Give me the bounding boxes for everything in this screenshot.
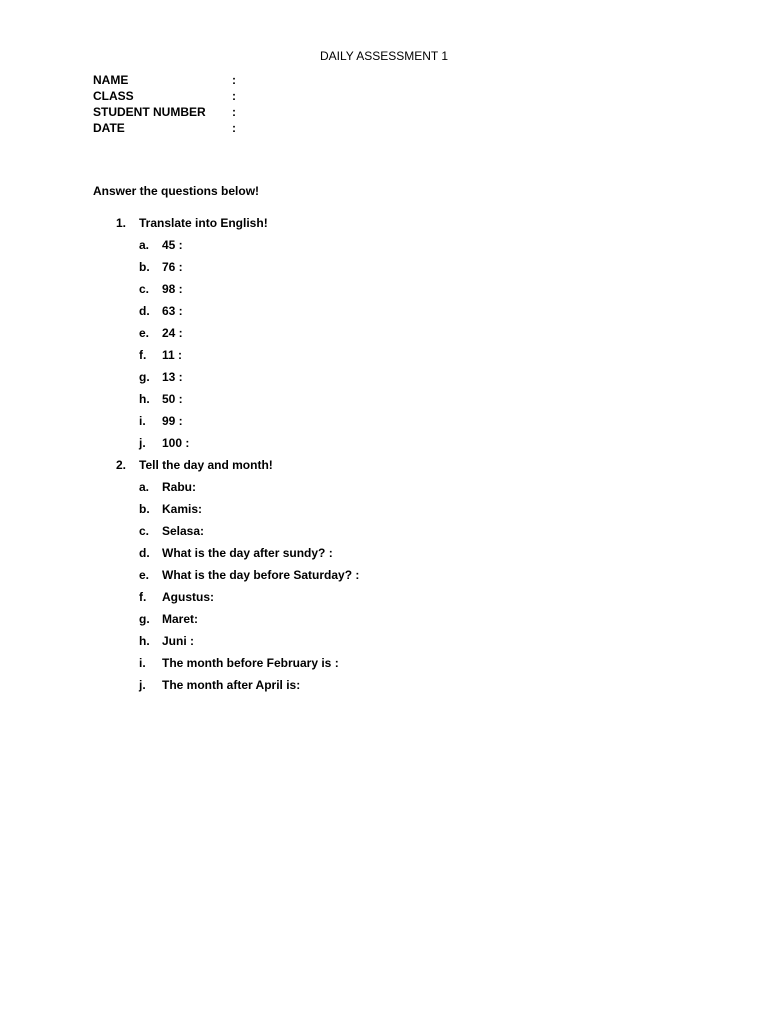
item-text: 50 : <box>162 392 183 406</box>
item-letter: b. <box>139 260 150 274</box>
info-colon: : <box>232 121 236 135</box>
list-item <box>0 655 768 671</box>
item-text: Kamis: <box>162 502 203 516</box>
item-text: Agustus: <box>162 590 214 604</box>
item-letter: j. <box>139 678 146 692</box>
item-letter: f. <box>139 348 147 362</box>
item-text: The month before February is : <box>162 656 339 670</box>
item-letter: d. <box>139 546 150 560</box>
item-text: 99 : <box>162 414 183 428</box>
list-item <box>0 523 768 539</box>
list-item <box>0 479 768 495</box>
list-item <box>0 501 768 517</box>
item-text: 45 : <box>162 238 183 252</box>
list-item <box>0 633 768 649</box>
list-item <box>0 325 768 341</box>
item-text: Rabu: <box>162 480 196 494</box>
item-letter: a. <box>139 238 150 252</box>
question-number: 1. <box>116 216 127 230</box>
list-item <box>0 303 768 319</box>
item-letter: b. <box>139 502 150 516</box>
list-item <box>0 369 768 385</box>
page-title: DAILY ASSESSMENT 1 <box>319 49 449 63</box>
list-item <box>0 611 768 627</box>
item-letter: h. <box>139 634 150 648</box>
item-letter: e. <box>139 568 150 582</box>
info-label: STUDENT NUMBER <box>93 105 206 119</box>
info-label: DATE <box>93 121 125 135</box>
list-item <box>0 567 768 583</box>
item-letter: i. <box>139 414 146 428</box>
info-row-student-number <box>93 104 393 120</box>
item-text: 63 : <box>162 304 183 318</box>
item-letter: h. <box>139 392 150 406</box>
list-item <box>0 347 768 363</box>
item-letter: j. <box>139 436 146 450</box>
info-colon: : <box>232 73 236 87</box>
item-letter: f. <box>139 590 147 604</box>
list-item <box>0 281 768 297</box>
item-letter: i. <box>139 656 146 670</box>
info-row-class <box>93 88 393 104</box>
item-text: 98 : <box>162 282 183 296</box>
info-label: CLASS <box>93 89 134 103</box>
list-item <box>0 259 768 275</box>
item-letter: c. <box>139 524 150 538</box>
item-text: Juni : <box>162 634 194 648</box>
item-text: Selasa: <box>162 524 205 538</box>
list-item <box>0 413 768 429</box>
item-letter: c. <box>139 282 150 296</box>
instruction-text: Answer the questions below! <box>93 184 260 198</box>
item-text: 100 : <box>162 436 190 450</box>
item-text: The month after April is: <box>162 678 301 692</box>
item-letter: d. <box>139 304 150 318</box>
list-item <box>0 237 768 253</box>
list-item <box>0 435 768 451</box>
info-colon: : <box>232 89 236 103</box>
question-text: Tell the day and month! <box>139 458 273 472</box>
question-number: 2. <box>116 458 127 472</box>
student-info-block <box>93 72 393 136</box>
item-letter: a. <box>139 480 150 494</box>
item-text: What is the day before Saturday? : <box>162 568 360 582</box>
item-text: 76 : <box>162 260 183 274</box>
info-colon: : <box>232 105 236 119</box>
item-text: 11 : <box>162 348 183 362</box>
item-text: What is the day after sundy? : <box>162 546 333 560</box>
item-text: Maret: <box>162 612 199 626</box>
list-item <box>0 391 768 407</box>
list-item <box>0 589 768 605</box>
list-item <box>0 545 768 561</box>
info-row-name <box>93 72 393 88</box>
item-text: 13 : <box>162 370 183 384</box>
item-text: 24 : <box>162 326 183 340</box>
item-letter: g. <box>139 370 150 384</box>
item-letter: e. <box>139 326 150 340</box>
list-item <box>0 677 768 693</box>
info-row-date <box>93 120 393 136</box>
info-label: NAME <box>93 73 129 87</box>
question-text: Translate into English! <box>139 216 268 230</box>
item-letter: g. <box>139 612 150 626</box>
